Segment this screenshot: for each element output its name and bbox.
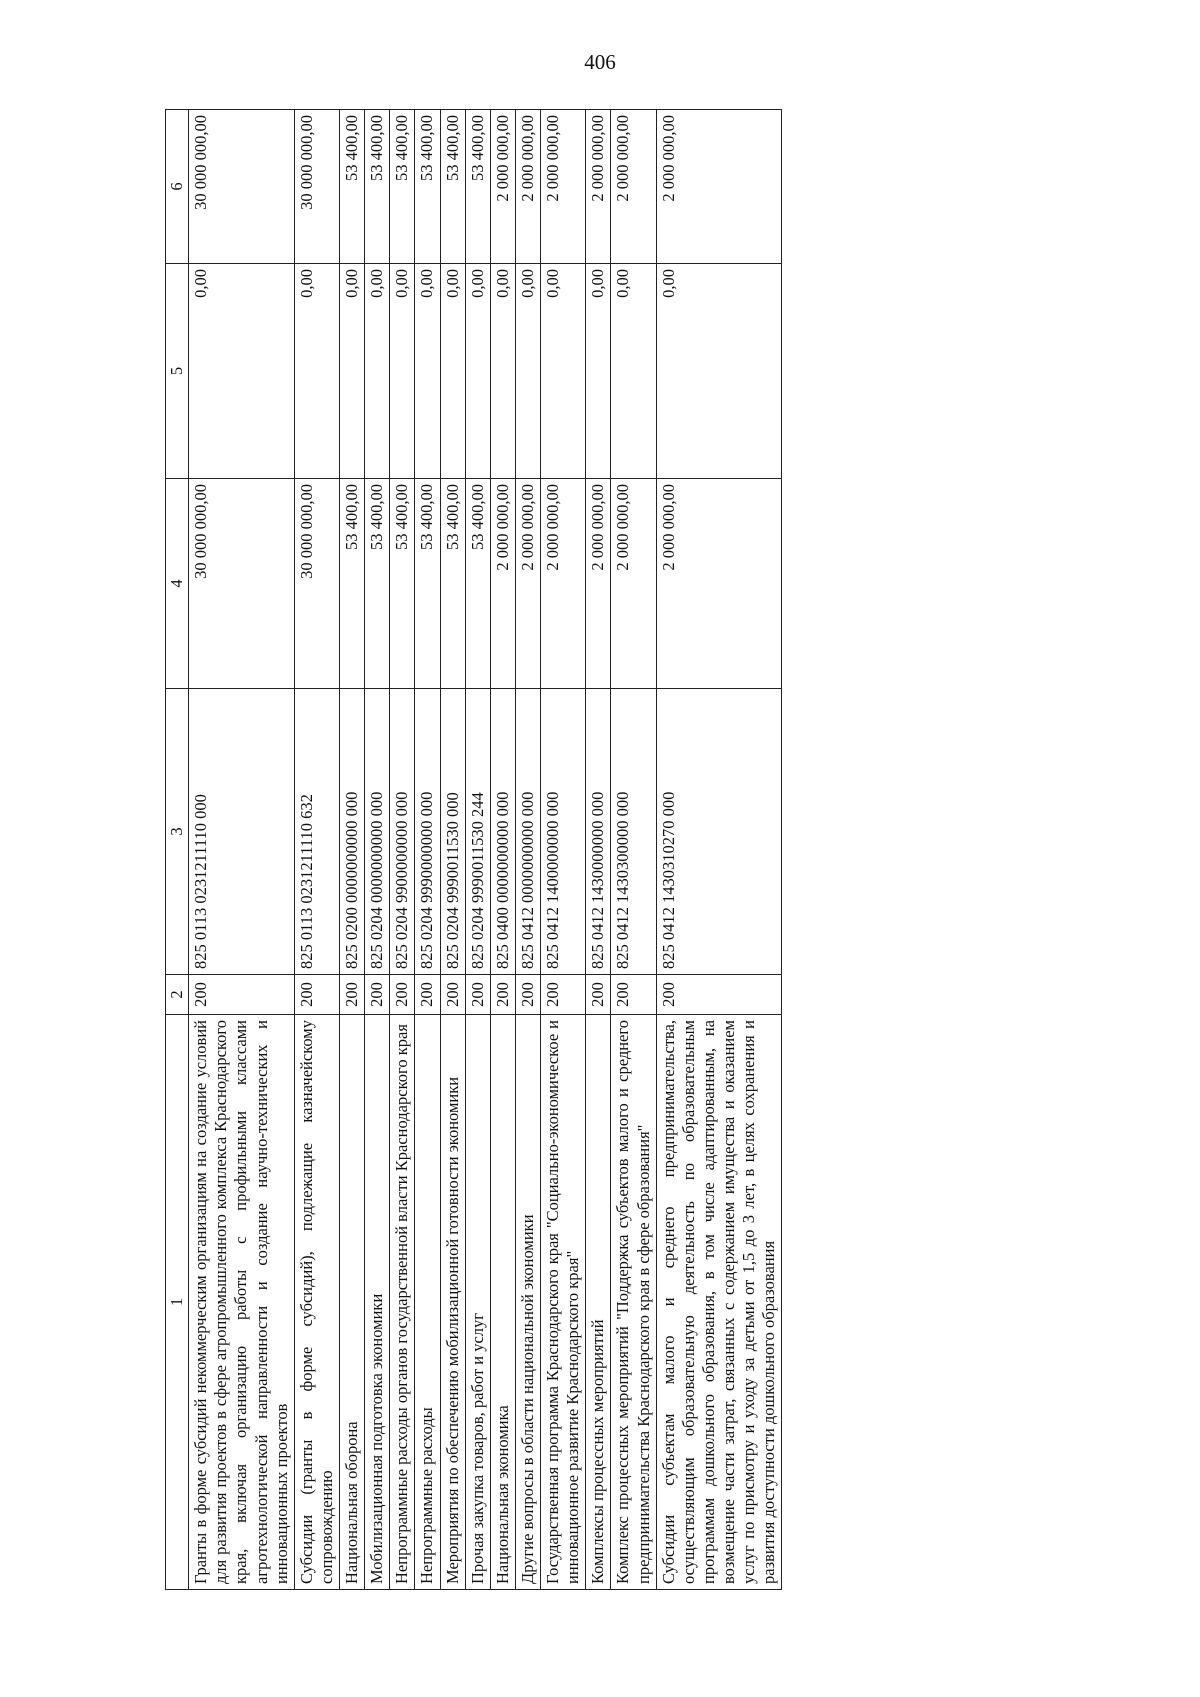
page-number: 406 [584, 50, 616, 74]
budget-table-container [165, 110, 1035, 1590]
cell-amount-col5: 0,00 [586, 264, 611, 479]
table-row [656, 110, 782, 1590]
cell-code: 825 0412 0000000000 000 [515, 689, 540, 975]
cell-code: 825 0204 9900000000 000 [390, 689, 415, 975]
cell-name: Комплексы процессных мероприятий [586, 1015, 611, 1590]
cell-name: Государственная программа Краснодарского края "Социально-экономическое и инновационное развитие Краснодарского края" [541, 1015, 586, 1590]
cell-amount-col6: 53 400,00 [415, 110, 440, 264]
cell-amount-col5: 0,00 [415, 264, 440, 479]
cell-col2: 200 [189, 975, 295, 1015]
cell-code: 825 0204 0000000000 000 [365, 689, 390, 975]
table-row [365, 110, 390, 1590]
cell-amount-col6: 53 400,00 [440, 110, 465, 264]
cell-amount-col5: 0,00 [515, 264, 540, 479]
cell-amount-col6: 53 400,00 [340, 110, 365, 264]
cell-amount-col4: 2 000 000,00 [541, 479, 586, 689]
cell-col2: 200 [340, 975, 365, 1015]
table-body [166, 110, 782, 1590]
table-row [340, 110, 365, 1590]
cell-name: Другие вопросы в области национальной экономики [515, 1015, 540, 1590]
cell-col2: 200 [490, 975, 515, 1015]
table-row [611, 110, 656, 1590]
cell-amount-col6: 53 400,00 [390, 110, 415, 264]
cell-amount-col4: 30 000 000,00 [189, 479, 295, 689]
cell-amount-col6: 53 400,00 [465, 110, 490, 264]
cell-col2: 200 [294, 975, 339, 1015]
cell-amount-col4: 53 400,00 [440, 479, 465, 689]
cell-code: 825 0412 1400000000 000 [541, 689, 586, 975]
cell-amount-col6: 30 000 000,00 [294, 110, 339, 264]
cell-name: Национальная экономика [490, 1015, 515, 1590]
cell-amount-col6: 2 000 000,00 [541, 110, 586, 264]
cell-code: 825 0412 1430000000 000 [586, 689, 611, 975]
cell-code: 825 0204 9990011530 244 [465, 689, 490, 975]
cell-code: 825 0412 1430310270 000 [656, 689, 782, 975]
cell-col2: 200 [515, 975, 540, 1015]
cell-name: Комплекс процессных мероприятий "Поддержка субъектов малого и среднего предпринимательства Краснодарского края в сфере образования" [611, 1015, 656, 1590]
cell-amount-col5: 0,00 [189, 264, 295, 479]
cell-name: Прочая закупка товаров, работ и услуг [465, 1015, 490, 1590]
cell-amount-col4: 53 400,00 [365, 479, 390, 689]
cell-amount-col5: 0,00 [440, 264, 465, 479]
cell-amount-col4: 2 000 000,00 [586, 479, 611, 689]
cell-amount-col4: 2 000 000,00 [611, 479, 656, 689]
cell-code: 825 0113 0231211110 632 [294, 689, 339, 975]
table-row [294, 110, 339, 1590]
cell-col2: 200 [365, 975, 390, 1015]
cell-amount-col5: 0,00 [294, 264, 339, 479]
cell-col2: 200 [541, 975, 586, 1015]
table-header-row [166, 110, 189, 1590]
cell-amount-col4: 53 400,00 [415, 479, 440, 689]
cell-amount-col5: 0,00 [465, 264, 490, 479]
cell-col2: 200 [440, 975, 465, 1015]
table-row [586, 110, 611, 1590]
cell-col2: 200 [390, 975, 415, 1015]
cell-col2: 200 [415, 975, 440, 1015]
cell-amount-col6: 2 000 000,00 [656, 110, 782, 264]
cell-amount-col6: 30 000 000,00 [189, 110, 295, 264]
cell-amount-col6: 2 000 000,00 [490, 110, 515, 264]
table-row [465, 110, 490, 1590]
cell-amount-col6: 2 000 000,00 [611, 110, 656, 264]
cell-amount-col5: 0,00 [541, 264, 586, 479]
cell-col2: 200 [586, 975, 611, 1015]
cell-amount-col4: 2 000 000,00 [656, 479, 782, 689]
cell-code: 825 0204 9990011530 000 [440, 689, 465, 975]
cell-amount-col5: 0,00 [490, 264, 515, 479]
table-row [390, 110, 415, 1590]
cell-amount-col5: 0,00 [656, 264, 782, 479]
cell-amount-col6: 2 000 000,00 [586, 110, 611, 264]
table-row [440, 110, 465, 1590]
budget-table [165, 109, 782, 1590]
cell-col2: 200 [611, 975, 656, 1015]
cell-col2: 200 [465, 975, 490, 1015]
table-row [189, 110, 295, 1590]
cell-code: 825 0412 1430300000 000 [611, 689, 656, 975]
header-cell: 5 [166, 264, 189, 479]
header-cell: 2 [166, 975, 189, 1015]
cell-amount-col6: 53 400,00 [365, 110, 390, 264]
table-row [515, 110, 540, 1590]
cell-name: Субсидии (гранты в форме субсидий), подлежащие казначейскому сопровождению [294, 1015, 339, 1590]
header-cell: 4 [166, 479, 189, 689]
cell-amount-col4: 53 400,00 [465, 479, 490, 689]
table-row [490, 110, 515, 1590]
cell-amount-col5: 0,00 [365, 264, 390, 479]
cell-amount-col4: 53 400,00 [340, 479, 365, 689]
cell-code: 825 0113 0231211110 000 [189, 689, 295, 975]
cell-amount-col6: 2 000 000,00 [515, 110, 540, 264]
cell-name: Мероприятия по обеспечению мобилизационной готовности экономики [440, 1015, 465, 1590]
cell-code: 825 0400 0000000000 000 [490, 689, 515, 975]
table-row [415, 110, 440, 1590]
cell-code: 825 0200 0000000000 000 [340, 689, 365, 975]
table-row [541, 110, 586, 1590]
cell-name: Мобилизационная подготовка экономики [365, 1015, 390, 1590]
header-cell: 1 [166, 1015, 189, 1590]
cell-amount-col4: 30 000 000,00 [294, 479, 339, 689]
cell-col2: 200 [656, 975, 782, 1015]
cell-name: Национальная оборона [340, 1015, 365, 1590]
cell-amount-col5: 0,00 [611, 264, 656, 479]
cell-amount-col4: 53 400,00 [390, 479, 415, 689]
cell-amount-col5: 0,00 [390, 264, 415, 479]
cell-amount-col5: 0,00 [340, 264, 365, 479]
cell-name: Непрограммные расходы [415, 1015, 440, 1590]
cell-name: Непрограммные расходы органов государственной власти Краснодарского края [390, 1015, 415, 1590]
cell-name: Гранты в форме субсидий некоммерческим организациям на создание условий для развития проектов в сфере агропромышленного комплекса Краснодарского края, включая организацию работы с профильными классами агротехнологической направленности и создание научно-технических и инновационных проектов [189, 1015, 295, 1590]
cell-amount-col4: 2 000 000,00 [490, 479, 515, 689]
header-cell: 3 [166, 689, 189, 975]
cell-name: Субсидии субъектам малого и среднего предпринимательства, осуществляющим образовательную деятельность по образовательным программам дошкольного образования, в том числе адаптированным, на возмещение части затрат, связанных с содержанием имущества и оказанием услуг по присмотру и уходу за детьми от 1,5 до 3 лет, в целях сохранения и развития доступности дошкольного образования [656, 1015, 782, 1590]
header-cell: 6 [166, 110, 189, 264]
cell-amount-col4: 2 000 000,00 [515, 479, 540, 689]
cell-code: 825 0204 9990000000 000 [415, 689, 440, 975]
